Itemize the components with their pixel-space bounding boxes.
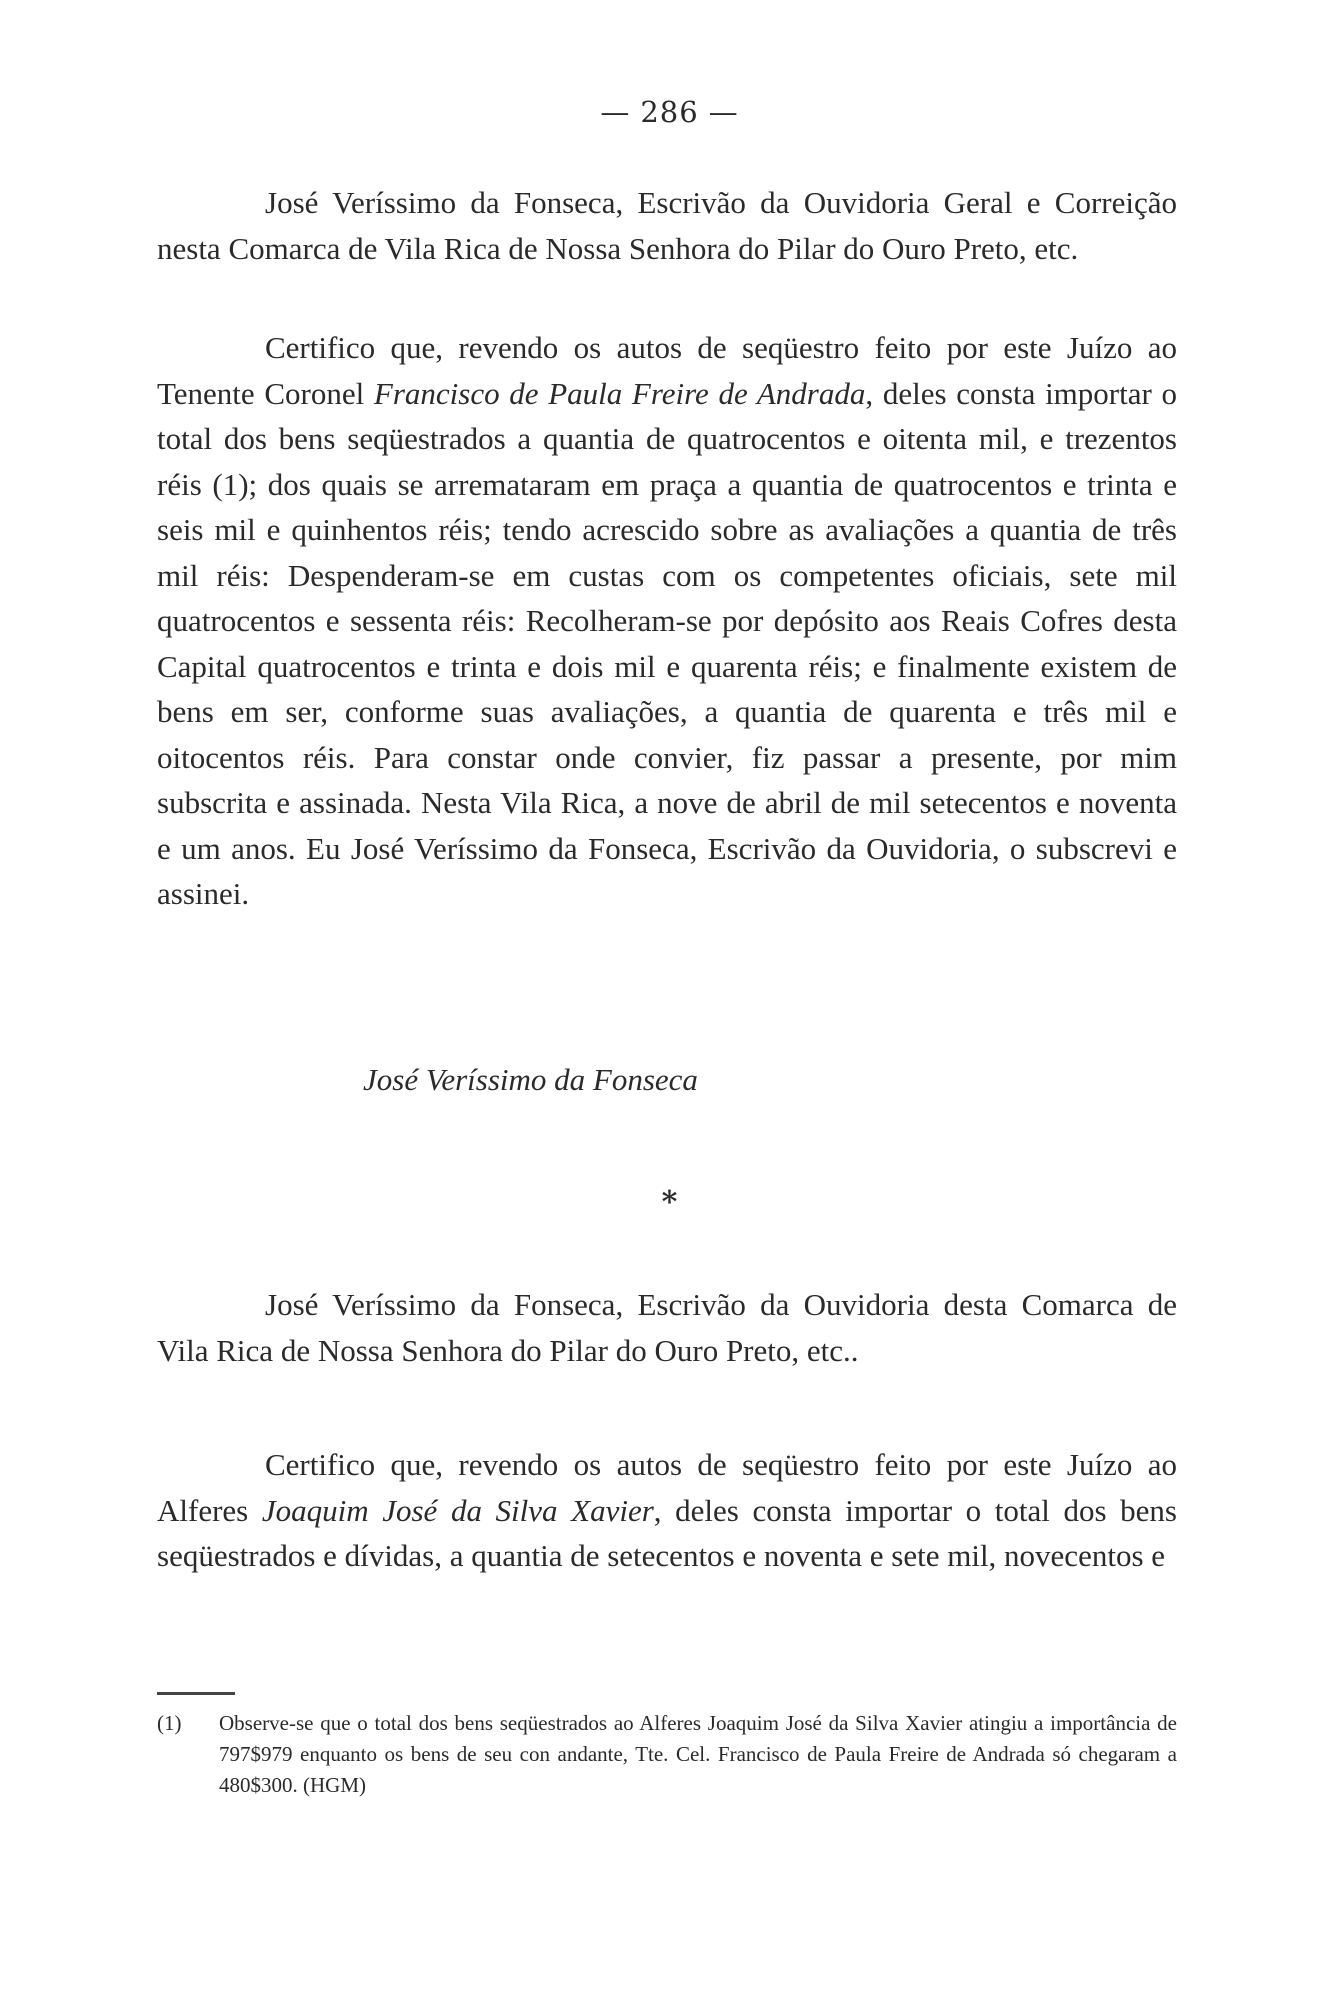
footnote-text: Observe-se que o total dos bens seqüestrados ao Alferes Joaquim José da Silva Xavier atingiu a importância de 797$979 enquanto os bens de seu con andante, Tte. Cel. Francisco de Paula Freire de Andrada só chegaram a 480$300. (HGM) [219, 1711, 1177, 1797]
certificate-2-header: José Veríssimo da Fonseca, Escrivão da Ouvidoria desta Comarca de Vila Rica de Nossa Senhora do Pilar do Ouro Preto, etc.. [157, 1287, 1177, 1368]
page-number [0, 95, 1339, 129]
certificate-1-subject-name: Francisco de Paula Freire de Andrada [373, 375, 866, 411]
page-number-value: 286 [640, 95, 699, 129]
certificate-2-body-start: Certifico que, revendo os autos de seqüestro feito por este Juízo ao Alferes [157, 1447, 1177, 1528]
signature: José Veríssimo da Fonseca [363, 1062, 698, 1097]
certificate-1-body-start: Certifico que, revendo os autos de seqüestro feito por este Juízo ao Tenente Coronel [157, 330, 1177, 411]
certificate-1-body-rest: , deles consta importar o total dos bens seqüestrados a quantia de quatrocentos e oitenta mil, e trezentos réis (1); dos quais se arremataram em praça a quantia de quatrocentos e trinta e seis mil e quinhentos réis; tendo acrescido sobre as avaliações a quantia de três mil réis: Despenderam-se em custas com os competentes oficiais, sete mil quatrocentos e sessenta réis: Recolheram-se por depósito aos Reais Cofres desta Capital quatrocentos e trinta e dois mil e quarenta réis; e finalmente existem de bens em ser, conforme suas avaliações, a quantia de quarenta e três mil e oitocentos réis. Para constar onde convier, fiz passar a presente, por mim subscrita e assinada. Nesta Vila Rica, a nove de abril de mil setecentos e noventa e um anos. Eu José Veríssimo da Fonseca, Escrivão da Ouvidoria, o subscrevi e assinei. [157, 375, 1177, 911]
certificate-2-body [157, 1442, 1177, 1579]
section-separator-asterisk: * [661, 1185, 678, 1220]
certificate-1-header: José Veríssimo da Fonseca, Escrivão da Ouvidoria Geral e Correição nesta Comarca de Vila Rica de Nossa Senhora do Pilar do Ouro Preto, etc. [157, 185, 1177, 266]
certificate-2-body-rest: , deles consta importar o total dos bens seqüestrados e dívidas, a quantia de setecentos e noventa e sete mil, novecentos e [157, 1492, 1177, 1573]
certificate-1-body [157, 325, 1177, 917]
page-number-dash-right: — [708, 95, 739, 129]
footnote-marker: (1) [157, 1711, 182, 1735]
footnote [157, 1708, 1177, 1801]
certificate-2-subject-name: Joaquim José da Silva Xavier [261, 1492, 654, 1528]
footnote-divider [157, 1692, 235, 1695]
page-number-dash-left: — [600, 95, 631, 129]
